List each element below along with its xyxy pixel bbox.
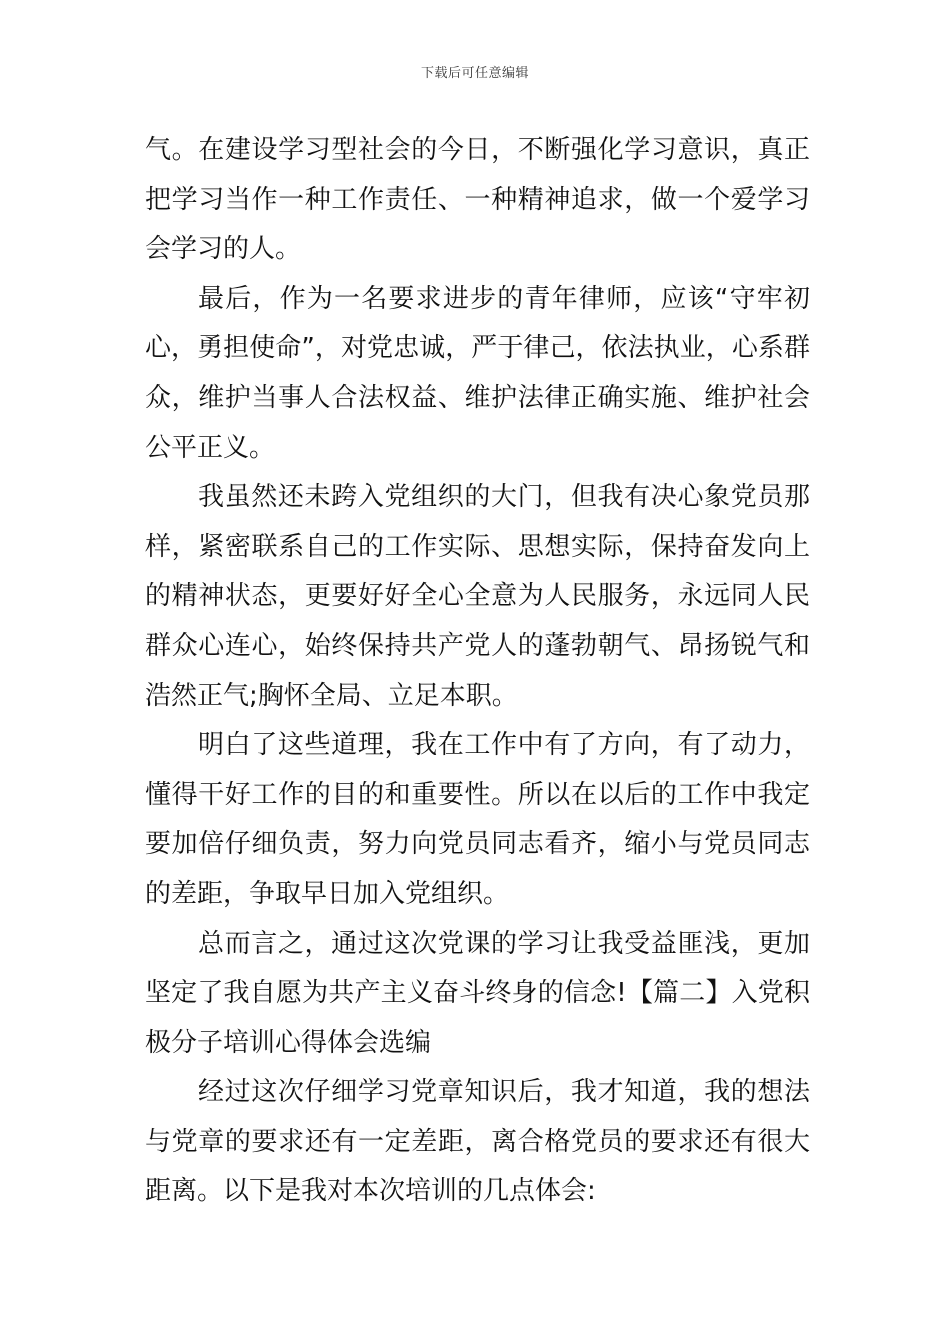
document-body: [145, 126, 810, 1217]
paragraph: 明白了这些道理，我在工作中有了方向，有了动力，懂得干好工作的目的和重要性。所以在以后的工作中我定要加倍仔细负责，努力向党员同志看齐，缩小与党员同志的差距，争取早日加入党组织。: [145, 730, 810, 909]
paragraph: 我虽然还未跨入党组织的大门，但我有决心象党员那样，紧密联系自己的工作实际、思想实际，保持奋发向上的精神状态，更要好好全心全意为人民服务，永远同人民群众心连心，始终保持共产党人的蓬勃朝气、昂扬锐气和浩然正气;胸怀全局、立足本职。: [145, 482, 810, 711]
page-header: 下载后可任意编辑: [420, 66, 529, 81]
paragraph: 经过这次仔细学习党章知识后，我才知道，我的想法与党章的要求还有一定差距，离合格党员的要求还有很大距离。以下是我对本次培训的几点体会:: [145, 1077, 810, 1207]
paragraph: 总而言之，通过这次党课的学习让我受益匪浅，更加坚定了我自愿为共产主义奋斗终身的信念!【篇二】入党积极分子培训心得体会选编: [145, 928, 810, 1058]
paragraph-continuation: 气。在建设学习型社会的今日，不断强化学习意识，真正把学习当作一种工作责任、一种精神追求，做一个爱学习会学习的人。: [145, 135, 810, 265]
paragraph: 最后，作为一名要求进步的青年律师，应该“守牢初心，勇担使命”，对党忠诚，严于律己，依法执业，心系群众，维护当事人合法权益、维护法律正确实施、维护社会公平正义。: [145, 283, 810, 463]
